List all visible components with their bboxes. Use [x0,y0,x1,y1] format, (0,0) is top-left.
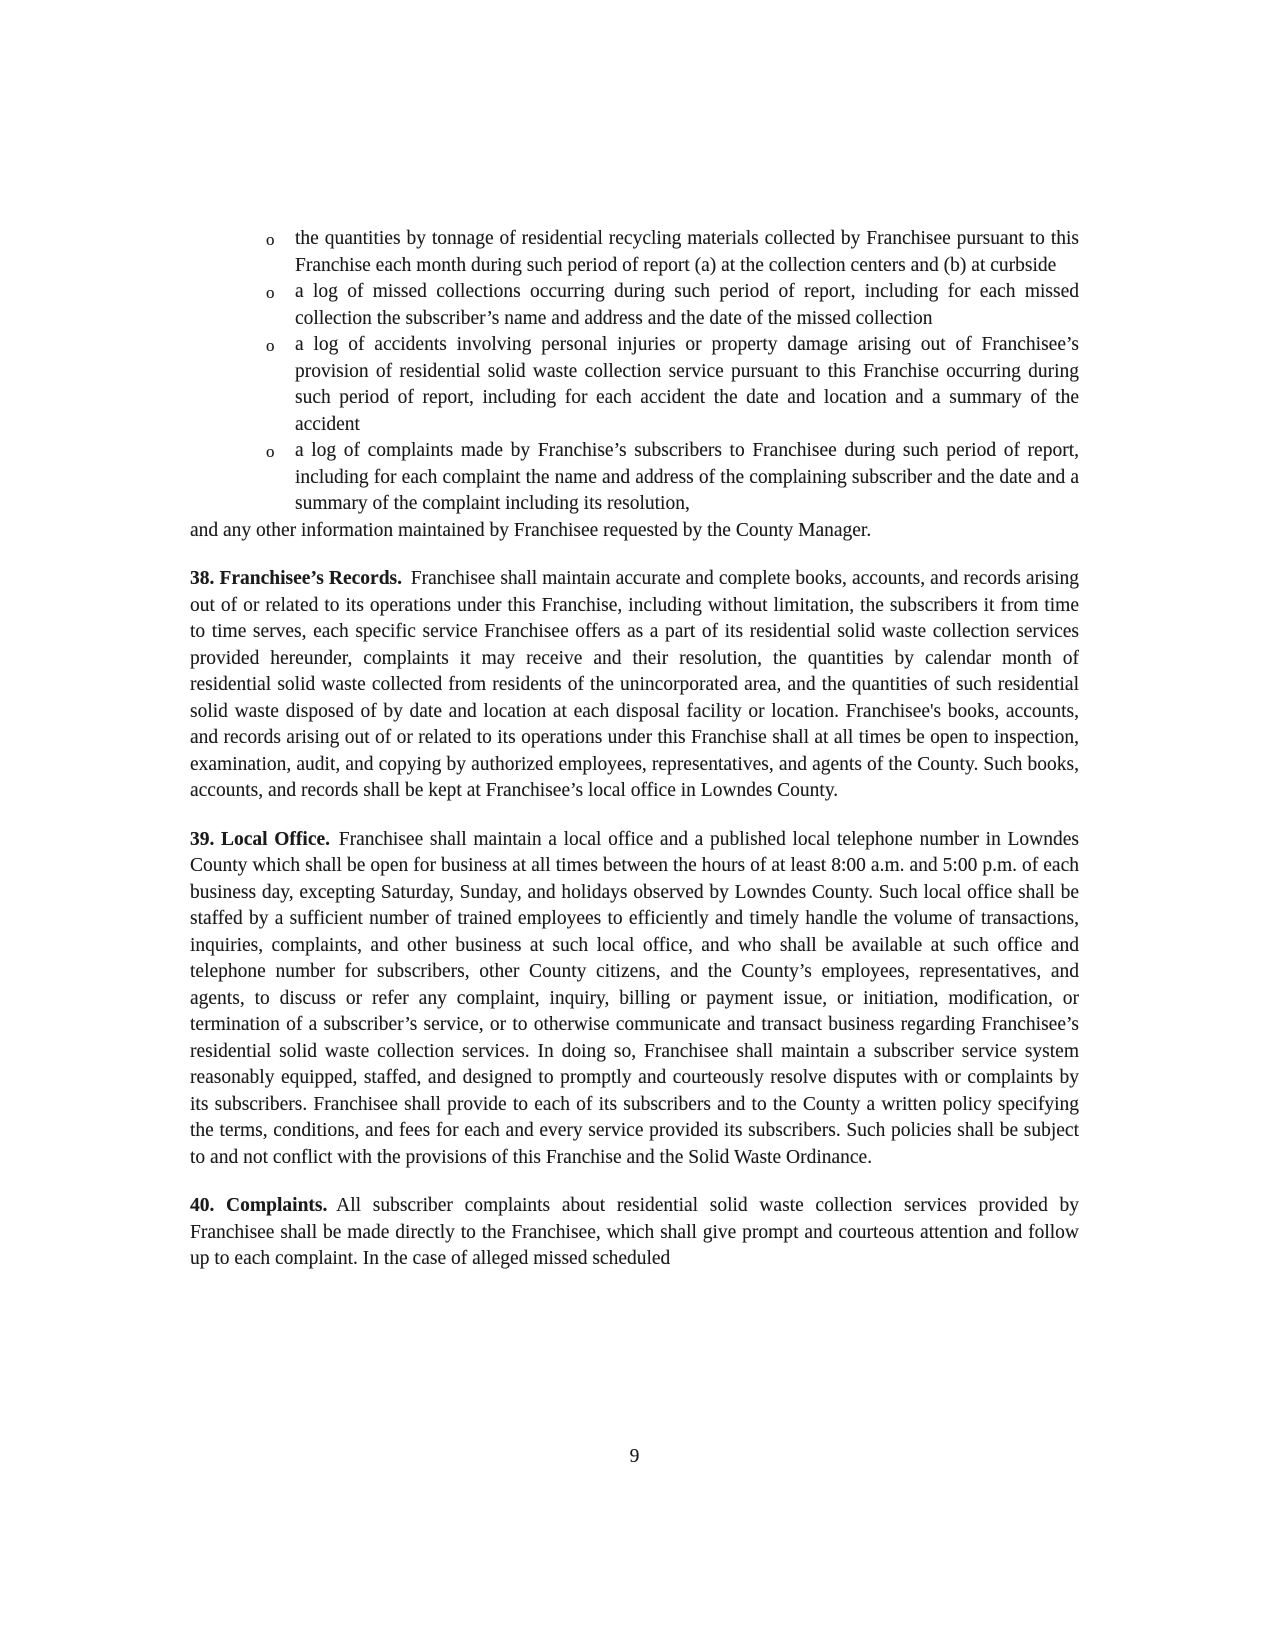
bullet-list [190,226,1079,518]
bullet-item-accidents-log [190,332,1079,438]
paragraph-39-local-office [190,827,1079,1172]
bullet-marker-icon: o [266,282,275,302]
bullet-text-complaints-log: a log of complaints made by Franchise’s subscribers to Franchisee during such period of report, including for each complaint the name and address of the complaining subscriber and the date and a summary of the complaint including its resolution, [295,440,1079,514]
page-number: 9 [629,1446,640,1467]
paragraph-39-body: Franchisee shall maintain a local office and a published local telephone number in Lowndes County which shall be open for business at all times between the hours of at least 8:00 a.m. and 5:00 p.m. of each business day, excepting Saturday, Sunday, and holidays observed by Lowndes County. Such local office shall be staffed by a sufficient number of trained employees to efficiently and timely handle the volume of transactions, inquiries, complaints, and other business at such local office, and who shall be available at such office and telephone number for subscribers, other County citizens, and the County’s employees, representatives, and agents, to discuss or refer any complaint, inquiry, billing or payment issue, or initiation, modification, or termination of a subscriber’s service, or to otherwise communicate and transact business regarding Franchisee’s residential solid waste collection services. In doing so, Franchisee shall maintain a subscriber service system reasonably equipped, staffed, and designed to promptly and courteously resolve disputes with or complaints by its subscribers. Franchisee shall provide to each of its subscribers and to the County a written policy specifying the terms, conditions, and fees for each and every service provided its subscribers. Such policies shall be subject to and not conflict with the provisions of this Franchise and the Solid Waste Ordinance. [190,828,1079,1168]
bullet-marker-icon: o [266,441,275,461]
bullet-item-missed-collections [190,279,1079,332]
bullet-text-accidents-log: a log of accidents involving personal injuries or property damage arising out of Franchisee’s provision of residential solid waste collection service pursuant to this Franchise occurring during such period of report, including for each accident the date and location and a summary of the accident [295,334,1079,435]
bullet-marker-icon: o [266,335,275,355]
bullet-item-quantities [190,226,1079,279]
paragraph-40-complaints [190,1193,1079,1273]
bullet-text-missed-collections: a log of missed collections occurring during such period of report, including for each missed collection the subscriber’s name and address and the date of the missed collection [295,281,1079,329]
bullet-item-complaints-log [190,438,1079,518]
paragraph-38-body: Franchisee shall maintain accurate and complete books, accounts, and records arising out of or related to its operations under this Franchise, including without limitation, the subscribers it from time to time serves, each specific service Franchisee offers as a part of its residential solid waste collection services provided hereunder, complaints it may receive and their resolution, the quantities by calendar month of residential solid waste collected from residents of the unincorporated area, and the quantities of such residential solid waste disposed of by date and location at each disposal facility or location. Franchisee's books, accounts, and records arising out of or related to its operations under this Franchise shall at all times be open to inspection, examination, audit, and copying by authorized employees, representatives, and agents of the County. Such books, accounts, and records shall be kept at Franchisee’s local office in Lowndes County. [190,568,1079,801]
document-body [190,226,1079,1273]
paragraph-40-body: All subscriber complaints about residential solid waste collection services provided by Franchisee shall be made directly to the Franchisee, which shall give prompt and courteous attention and follow up to each complaint. In the case of alleged missed scheduled [190,1195,1080,1269]
paragraph-40-heading: 40. Complaints. [190,1195,328,1216]
paragraph-38-heading: 38. Franchisee’s Records. [190,568,403,589]
bullet-text-quantities: the quantities by tonnage of residential recycling materials collected by Franchisee pursuant to this Franchise each month during such period of report (a) at the collection centers and (b) at curbside [295,228,1079,276]
bullet-marker-icon: o [266,229,275,249]
list-continuation-text: and any other information maintained by Franchisee requested by the County Manager. [190,519,872,541]
paragraph-38-franchisees-records [190,566,1079,805]
paragraph-39-heading: 39. Local Office. [190,828,331,850]
